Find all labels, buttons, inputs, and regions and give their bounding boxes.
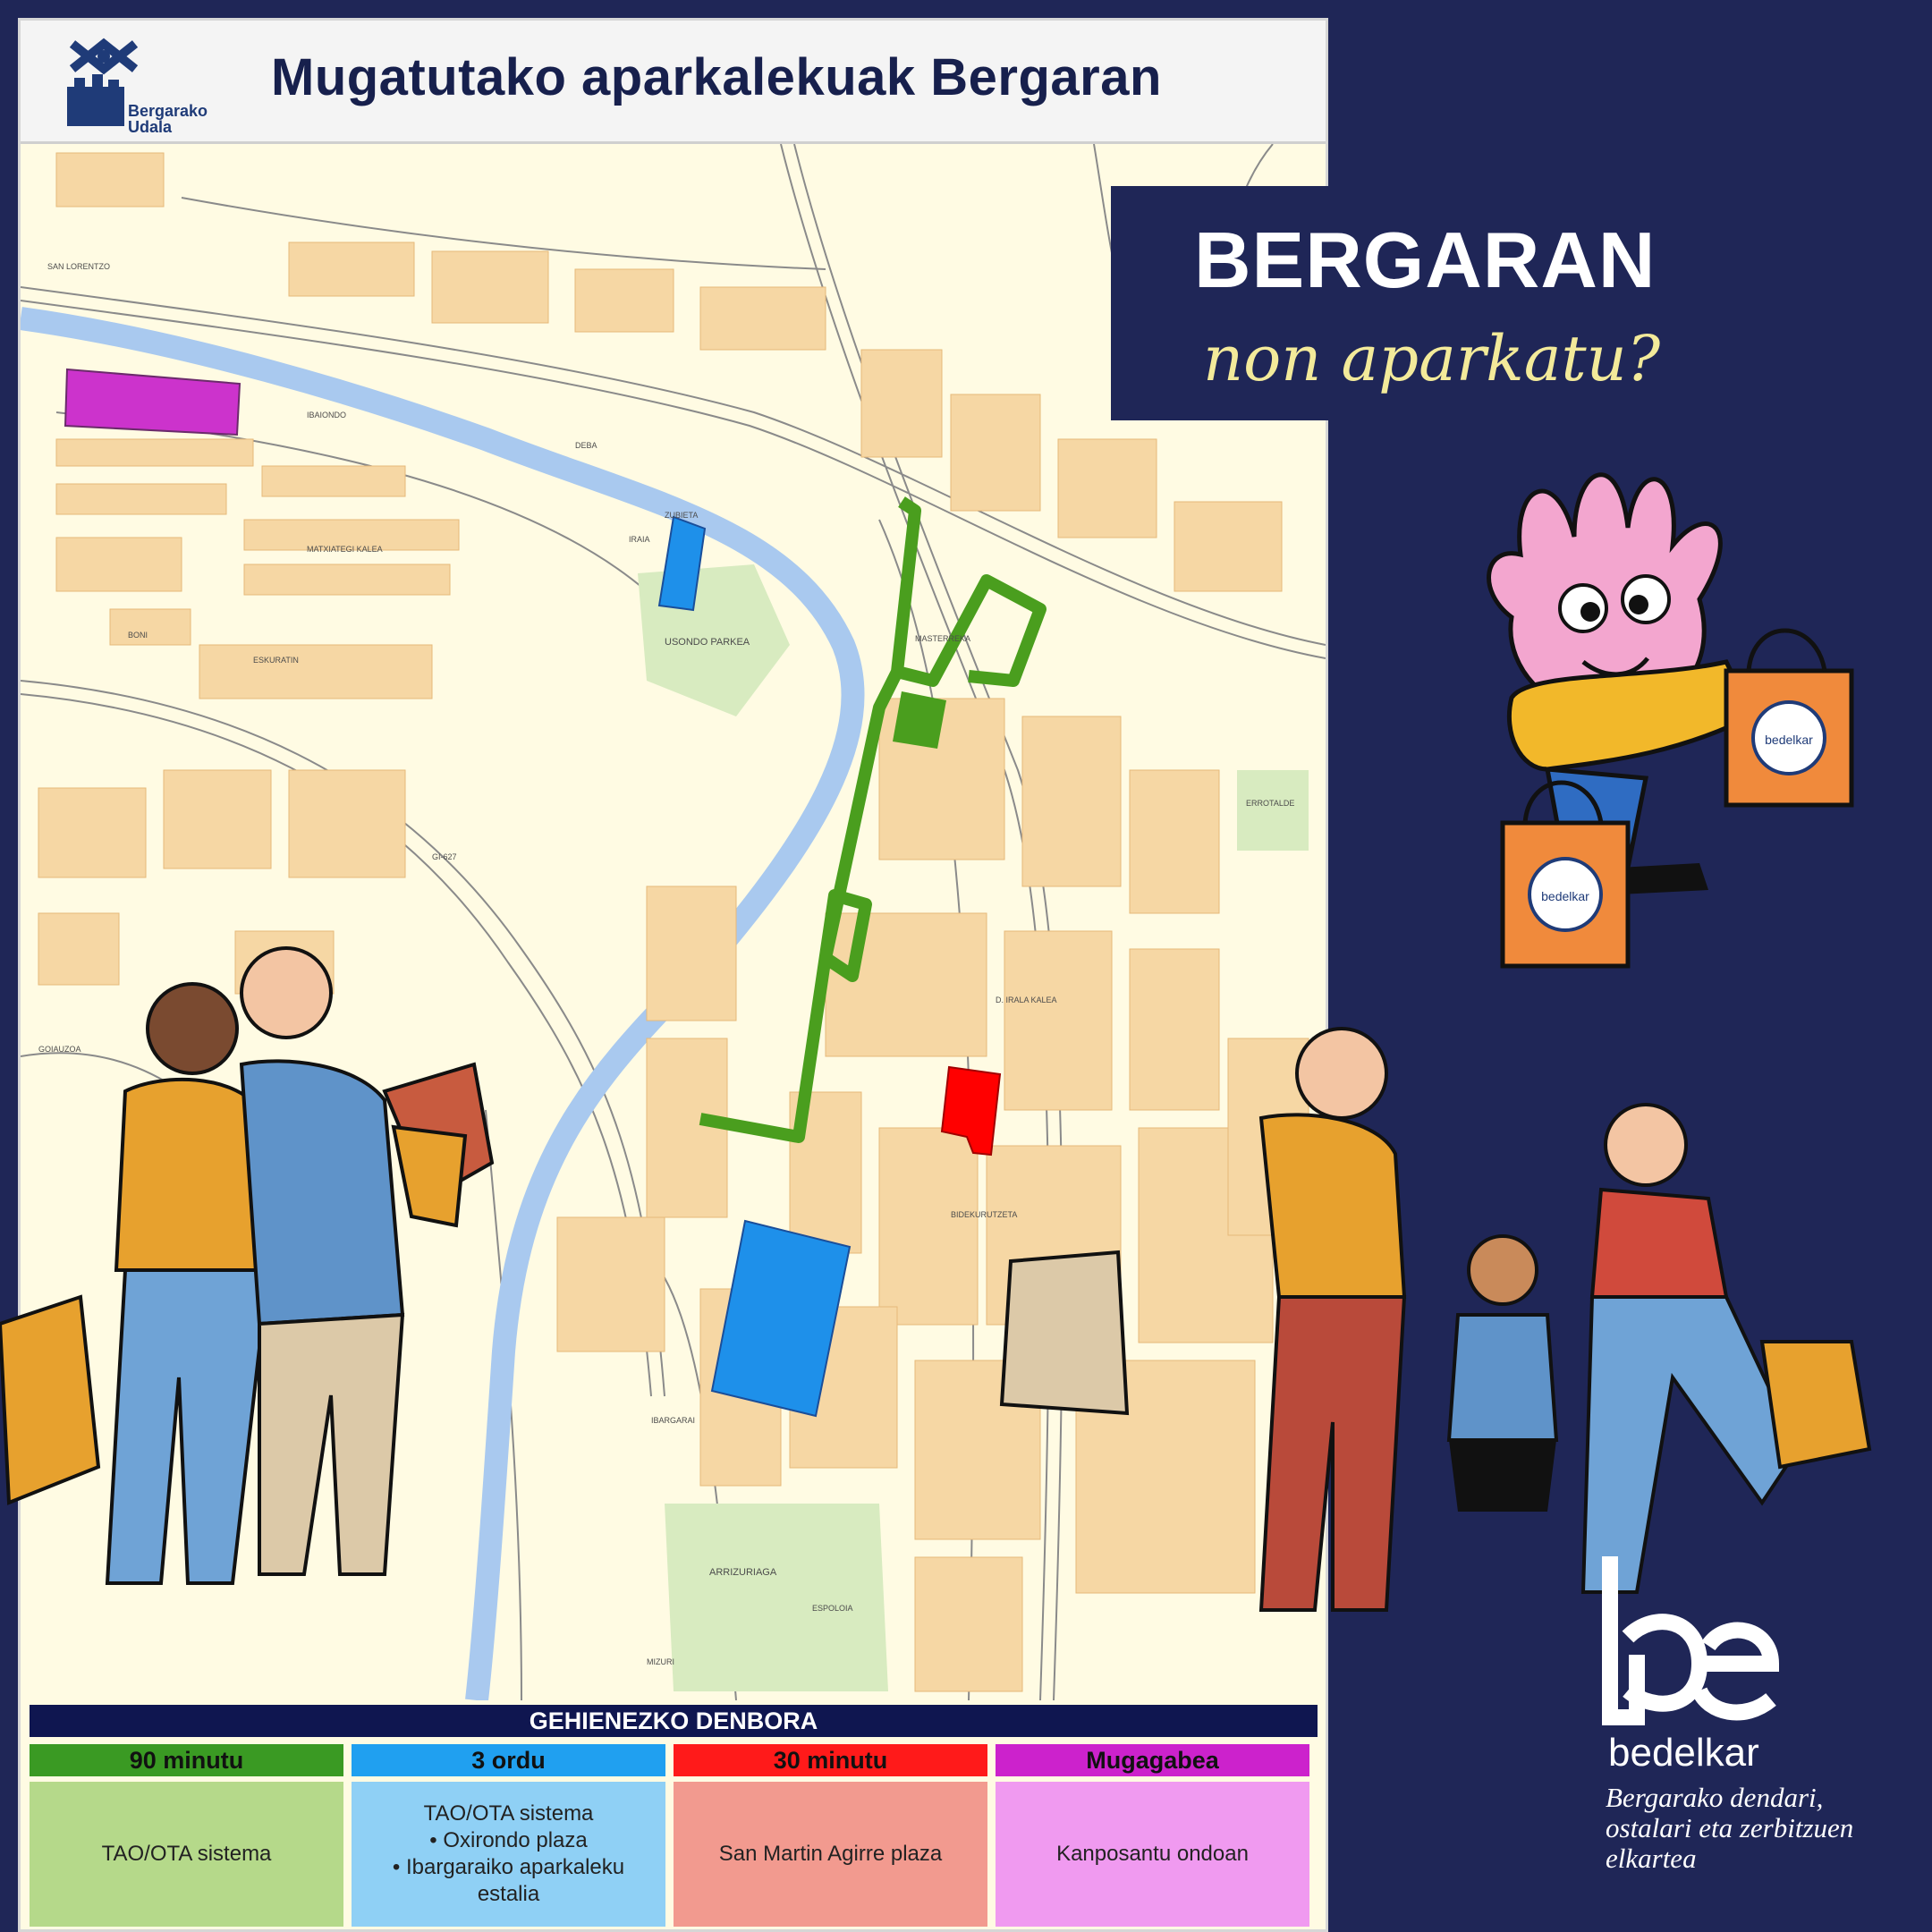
street-label-ibargarai: IBARGARAI xyxy=(651,1416,696,1425)
street-label-d-irala: D. IRALA KALEA xyxy=(996,996,1057,1004)
legend-column-30min xyxy=(674,1744,987,1927)
legend-line: Kanposantu ondoan xyxy=(1056,1842,1249,1866)
legend-line: • Ibargaraiko aparkaleku xyxy=(392,1855,625,1879)
logo-text-line-2: Udala xyxy=(128,118,173,136)
legend-body-mugagabea xyxy=(996,1782,1309,1927)
municipality-logo-text xyxy=(128,103,208,135)
legend xyxy=(30,1705,1318,1930)
legend-column-3ordu xyxy=(352,1744,665,1927)
street-label-eskuratin: ESKURATIN xyxy=(253,656,299,665)
legend-title-3ordu: 3 ordu xyxy=(352,1744,665,1776)
errotalde-park xyxy=(1237,770,1309,851)
brand-name: bedelkar xyxy=(1608,1731,1759,1775)
street-label-goiauzoa: GOIAUZOA xyxy=(38,1045,81,1054)
headline-subtitle: non aparkatu? xyxy=(1203,322,1661,395)
tagline-line-3: elkartea xyxy=(1606,1843,1697,1874)
street-label-iraia: IRAIA xyxy=(629,535,650,544)
logo-text-line-1: Bergarako xyxy=(128,102,208,120)
area-label-arrizuriaga: ARRIZURIAGA xyxy=(709,1567,777,1578)
street-label-ibaiondo: IBAIONDO xyxy=(307,411,347,419)
hand-mascot-illustration xyxy=(1413,447,1878,984)
tagline-line-1: Bergarako dendari, xyxy=(1606,1782,1824,1813)
legend-line: • Oxirondo plaza xyxy=(429,1828,588,1852)
street-label-san-lorentzo: SAN LORENTZO xyxy=(47,262,111,271)
green-parking-zone-block xyxy=(893,691,946,749)
bag-label: bedelkar xyxy=(1541,889,1589,903)
street-label-gi627: GI-627 xyxy=(432,852,457,861)
street-label-deba: DEBA xyxy=(575,441,597,450)
bedelkar-logo-icon xyxy=(1601,1556,1780,1726)
street-label-mizuri: MIZURI xyxy=(647,1657,674,1666)
street-label-matxiategi: MATXIATEGI KALEA xyxy=(307,545,383,554)
legend-title-90min: 90 minutu xyxy=(30,1744,343,1776)
map-title: Mugatutako aparkalekuak Bergaran xyxy=(271,48,1162,106)
legend-header: GEHIENEZKO DENBORA xyxy=(30,1705,1318,1737)
area-label-usondo: USONDO PARKEA xyxy=(665,637,750,648)
street-label-boni: BONI xyxy=(128,631,148,640)
street-label-errotalde: ERROTALDE xyxy=(1246,799,1295,808)
bag-label: bedelkar xyxy=(1765,733,1813,747)
street-label-zubieta: ZUBIETA xyxy=(665,511,699,520)
brand-tagline xyxy=(1606,1783,1910,1874)
legend-column-90min xyxy=(30,1744,343,1927)
headline-title: BERGARAN xyxy=(1194,216,1657,304)
legend-line: TAO/OTA sistema xyxy=(423,1801,594,1826)
legend-column-mugagabea xyxy=(996,1744,1309,1927)
arrizuriaga-park xyxy=(665,1504,888,1691)
family-shoppers-illustration xyxy=(993,1002,1887,1646)
street-label-masterreka: MASTERREKA xyxy=(915,634,971,643)
legend-title-mugagabea: Mugagabea xyxy=(996,1744,1309,1776)
legend-title-30min: 30 minutu xyxy=(674,1744,987,1776)
legend-line: San Martin Agirre plaza xyxy=(718,1842,943,1866)
map-header xyxy=(21,21,1326,144)
legend-line: estalia xyxy=(477,1882,540,1906)
legend-body-30min xyxy=(674,1782,987,1927)
legend-body-90min xyxy=(30,1782,343,1927)
couple-shoppers-illustration xyxy=(0,930,501,1610)
legend-body-3ordu xyxy=(352,1782,665,1927)
street-label-bidekurutzeta: BIDEKURUTZETA xyxy=(951,1210,1018,1219)
legend-line: TAO/OTA sistema xyxy=(101,1842,272,1866)
tagline-line-2: ostalari eta zerbitzuen xyxy=(1606,1812,1854,1843)
street-label-espoloia: ESPOLOIA xyxy=(812,1604,853,1613)
